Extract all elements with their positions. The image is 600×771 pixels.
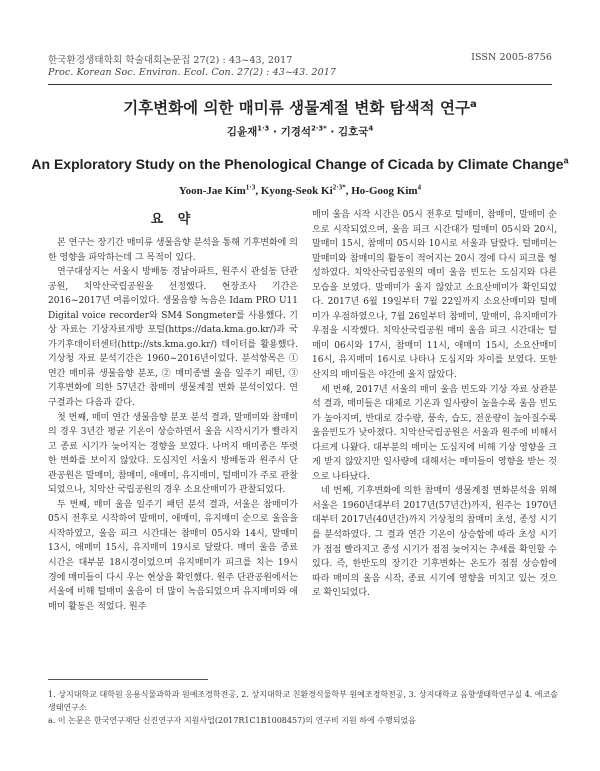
english-author-name: Kyong-Seok Ki — [260, 185, 333, 197]
korean-title — [0, 96, 600, 118]
abstract-paragraph: 두 번째, 매미 울음 일주기 패턴 분석 결과, 서울은 참매미가 05시 전후로 시작하여 말매미, 애매미, 유지매미 순으로 울음을 시작하였고, 울음 피크 시간대는 참매미 05시와 14시, 말매미 13시, 애매미 15시, 유지매미 19시로 달랐다. 매미 울음 종료 시간은 대부분 18시경이었으며 유지매미가 피크를 치는 19시 경에 매미들이 다시 우는 현상을 확인했다. 원주 단관공원에서는 서울에 비해 털매미 울음이 더 많이 녹음되었으며 유지매미와 애매미 활동은 적었다. 원주 — [48, 499, 298, 612]
abstract-heading: 요 약 — [150, 212, 196, 227]
abstract-paragraph: 네 번째, 기후변화에 의한 참매미 생물계절 변화분석을 위해 서울은 1960년대부터 2017년(57년간)까지, 원주는 1970년대부터 2017년(40년간)까지 기상청의 참매미 초성, 종성 시기를 분석하였다. 그 결과 연간 기온이 상승함에 따라 초성 시기가 점점 빨라지고 종성 시기가 점점 늦어지는 추세를 확인할 수 있다. 즉, 한반도의 장기간 기후변화는 온도가 점점 상승함에 따라 매미의 울음 시작, 종료 시기에 영향을 미치고 있는 것으로 확인되었다. — [312, 486, 557, 599]
abstract-left-column — [48, 236, 298, 614]
abstract-paragraph: 본 연구는 장기간 매미류 생물음향 분석을 통해 기후변화에 의한 영향을 파악하는데 그 목적이 있다. — [48, 238, 298, 263]
english-authors: Yoon-Jae Kim$^{1\cdot 3}$, Kyong-Seok $Ki^{2\cdot 3*}$, Ho-Goog Kim$^4$ — [178, 183, 422, 197]
english-title — [0, 156, 600, 172]
author-affiliation-mark: 4 — [417, 183, 422, 192]
korean-author-name: 김윤재 — [226, 126, 258, 138]
abstract-paragraph: 세 번째, 2017년 서울의 매미 울음 빈도와 기상 자료 상관분석 결과, 매미들은 대체로 기온과 일사량이 높을수록 울음 빈도가 높아지며, 반대로 강수량, 풍속, 습도, 전운량이 높아질수록 울음빈도가 낮아졌다. 치악산국립공원은 서울과 원주에 비해서 다르게 나왔다. 대부분의 매미는 도심지에 비해 기상 영향을 크게 받지 않았지만 일사량에 대해서는 매미들이 영향을 받는 것으로 나타났다. — [312, 384, 557, 482]
english-author-name: Ho-Goog Kim — [351, 185, 418, 197]
abstract-right-column — [312, 208, 557, 601]
korean-authors: 김윤재$^{1\cdot 3}$ · 기경석$^{2\cdot 3*}$ · 김호국$^4$ — [226, 124, 374, 138]
journal-citation-korean: 한국환경생태학회 학술대회논문집 27(2) : 43~43, 2017 — [48, 55, 293, 66]
korean-author-name: 김호국 — [338, 126, 369, 138]
footnote-affiliations: 1. 상지대학교 대학원 응용식물과학과 원예조경학전공, 2. 상지대학교 친환경식물학부 원예조경학전공, 3. 상지대학교 음향생태학연구실 4. 에코솔 생태연구소 — [48, 690, 558, 712]
korean-title-text: 기후변화에 의한 매미류 생물계절 변화 탐색적 연구 — [123, 99, 470, 117]
abstract-paragraph: 매미 울음 시작 시간은 05시 전후로 털매미, 참매미, 말매미 순으로 시작되었으며, 울음 피크 시간대가 털매미 05시와 20시, 말매미 15시, 참매미 05시와 10시로 서울과 달랐다. 털매미는 말매미와 참매미의 활동이 적어지는 20시 경에 다시 피크를 형성하였다. 치악산국립공원의 매미 울음 빈도는 도심지와 다른 모습을 보였다. 말매미가 울지 않았고 소요산매미가 확인되었다. 2017년 6월 19일부터 7월 22일까지 소요산매미와 털매미가 우점하였으나, 7월 26일부터 참매미, 말매미, 유지매미가 우점을 시작했다. 치악산국립공원 매미 울음 피크 시간대는 털매미 06시와 17시, 참매미 11시, 애매미 15시, 소요산매미 16시, 유지매미 16시로 나타나 도심지와 차이를 보였다. 또한 산지의 매미들은 야간에 울지 않았다. — [312, 210, 557, 381]
issn-number: ISSN 2005-8756 — [471, 52, 552, 63]
footnote-divider — [48, 679, 208, 680]
author-affiliation-mark: 1·3 — [245, 183, 256, 192]
author-affiliation-mark: 1·3 — [257, 124, 270, 133]
author-affiliation-mark: 4 — [368, 124, 374, 133]
korean-title-superscript: a — [470, 98, 477, 110]
author-affiliation-mark: 2·3* — [332, 183, 346, 192]
abstract-paragraph: 첫 번째, 매미 연간 생물음향 분포 분석 결과, 말매미와 참매미의 경우 3년간 평균 기온이 상승하면서 울음 시작시기가 빨라지고 종료 시기가 늦어지는 경향을 보였다. 나머지 매미종은 뚜렷한 변화를 보이지 않았다. 도심지인 서울시 방배동과 원주시 단관공원은 말매미, 참매미, 애매미, 유지매미, 털매미가 주로 관찰되었으나, 치악산 국립공원의 경우 소요산매미가 관찰되었다. — [48, 412, 298, 496]
journal-citation-english: Proc. Korean Soc. Environ. Ecol. Con. 27(2) : 43~43. 2017 — [48, 67, 337, 78]
korean-author-name: 기경석 — [280, 126, 312, 138]
english-author-name: Yoon-Jae Kim — [178, 185, 246, 197]
header-divider — [48, 84, 552, 85]
footnote-funding: a. 이 논문은 한국연구재단 신진연구자 지원사업(2017R1C1B1008457)의 연구비 지원 하에 수행되었음 — [48, 716, 416, 725]
abstract-paragraph: 연구대상지는 서울시 방배동 경남아파트, 원주시 관설동 단관공원, 치악산국립공원을 선정했다. 현장조사 기간은 2016~2017년 여름이었다. 생물음향 녹음은 Idam PRO U11 Digital voice recorder와 SM4 Songmeter를 사용했다. 기상 자료는 기상자료개방 포털(https://data.kma.go.kr/)과 국가기후데이터센터(http://sts.kma.go.kr/) 데이터를 활용했다. 기상청 자료 분석기간은 1960~2016년이었다. 분석항목은 ① 연간 매미류 생물음향 분포, ② 매미종별 울음 일주기 패턴, ③ 기후변화에 의한 57년간 참매미 생물계절 변화 분석이었다. 연구결과는 다음과 같다. — [48, 267, 298, 409]
english-title-superscript: a — [563, 155, 569, 166]
english-title-text: An Exploratory Study on the Phenological Change of Cicada by Climate Change — [31, 156, 564, 172]
author-affiliation-mark: 2·3* — [311, 124, 327, 133]
